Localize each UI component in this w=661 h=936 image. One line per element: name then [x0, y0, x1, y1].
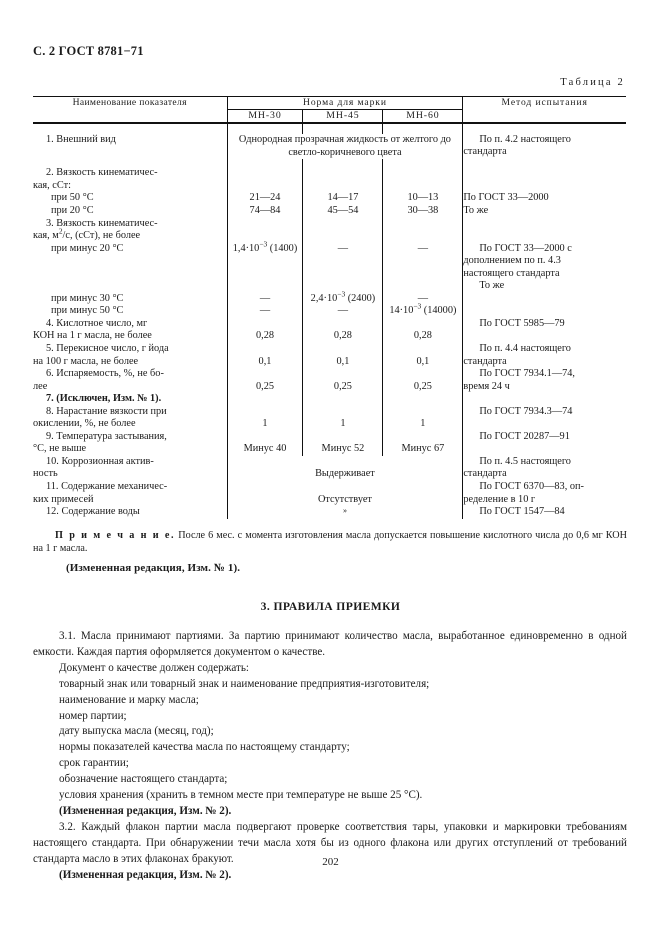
row-8-value-mn60: 1 [383, 406, 463, 431]
table-note [33, 529, 627, 555]
section-body [33, 629, 627, 884]
row-7-value-mn60 [383, 393, 463, 406]
row-12-name: 12. Содержание воды [33, 506, 227, 519]
row-7-method [463, 393, 626, 406]
row-8-value-mn30: 1 [227, 406, 303, 431]
row-4-method: По ГОСТ 5985—79 [463, 318, 626, 343]
table-row [33, 506, 626, 519]
row-9-method: По ГОСТ 20287—91 [463, 431, 626, 456]
list-item: срок гарантии; [59, 757, 129, 770]
amendment-note-2b: (Измененная редакция, Изм. № 2). [59, 868, 232, 881]
row-3-method: По ГОСТ 33—2000 с дополнением по п. 4.3 настоящего стандарта То же [463, 218, 626, 318]
row-8-value-mn45: 1 [303, 406, 383, 431]
paragraph-3-2: 3.2. Каждый флакон партии масла подвергают проверке соответствия тары, упаковки и маркировки требованиям настоящего стандарта. При обнаружении течи масла хотя бы из одного флакона или других отступлений от требований стандарта масло в этих флаконах бракуют. [33, 820, 627, 865]
row-9-value-mn45: Минус 52 [303, 431, 383, 456]
header-col-name: Наименование показателя [33, 97, 227, 122]
row-3-values-mn45 [303, 218, 383, 318]
table-header-row-1 [33, 97, 626, 110]
row-1-merged-value: Однородная прозрачная жидкость от желтого до светло-коричневого цвета [238, 133, 451, 158]
v-45-m30: $2,4\cdot 10^{-3}$ (2400) [310, 289, 376, 304]
row-12-method: По ГОСТ 1547—84 [463, 506, 626, 519]
row-8-method: По ГОСТ 7934.3—74 [463, 406, 626, 431]
v-30-m30: — [259, 292, 271, 304]
note-paragraph [33, 529, 627, 555]
list-item: условия хранения (хранить в темном месте при температуре не выше 25 °С). [59, 789, 423, 802]
row-11-name: 11. Содержание механичес- ких примесей [33, 481, 227, 506]
paragraph-3-1: 3.1. Масла принимают партиями. За партию принимают количество масла, выработанное единовременно в одной емкости. Каждая партия оформляется документом о качестве. [33, 630, 627, 658]
row-1-name [33, 134, 227, 160]
v-30-m20: $1,4\cdot 10^{-3}$ (1400) [232, 239, 298, 254]
table-row [33, 167, 626, 217]
row-2-name: 2. Вязкость кинематичес- кая, сСт: при 50 °С при 20 °С [33, 167, 227, 217]
table-row [33, 481, 626, 506]
row-3-values-mn60 [383, 218, 463, 318]
header-brand-mn45: МН-45 [303, 109, 383, 121]
table-row [33, 134, 626, 160]
v-45-m20: — [337, 242, 349, 254]
row-5-name: 5. Перекисное число, г йода на 100 г масла, не более [33, 343, 227, 368]
table-row [33, 431, 626, 456]
row-3-name: 3. Вязкость кинематичес- кая, $м^2/с$, (сСт), не более при минус 20 °С при минус 30 °С при минус 50 °С [33, 218, 227, 318]
row-6-method: По ГОСТ 7934.1—74, время 24 ч [463, 368, 626, 393]
row-8-name: 8. Нарастание вязкости при окислении, %, не более [33, 406, 227, 431]
table-row [33, 393, 626, 406]
row-10-method: По п. 4.5 настоящего стандарта [463, 456, 626, 481]
running-head: С. 2 ГОСТ 8781−71 [33, 44, 144, 58]
row-12-merged-value: » [342, 506, 347, 516]
row-5-value-mn30: 0,1 [227, 343, 303, 368]
list-item: товарный знак или товарный знак и наименование предприятия-изготовителя; [59, 677, 430, 690]
row-1-name-line-1: 1. Внешний вид [46, 133, 116, 145]
row-5-method: По п. 4.4 настоящего стандарта [463, 343, 626, 368]
list-item: обозначение настоящего стандарта; [59, 773, 228, 786]
row-10-merged-value: Выдерживает [315, 468, 375, 480]
v-60-m30: — [417, 292, 429, 304]
row-10-name: 10. Коррозионная актив- ность [33, 456, 227, 481]
row-6-value-mn60: 0,25 [383, 368, 463, 393]
header-brand-mn30: МН-30 [227, 109, 303, 121]
row-1-method: По п. 4.2 настоящего стандарта [463, 134, 626, 160]
row-7-name: 7. (Исключен, Изм. № 1). [33, 393, 227, 406]
v-30-m50: — [259, 305, 271, 317]
row-9-value-mn60: Минус 67 [383, 431, 463, 456]
row-6-value-mn30: 0,25 [227, 368, 303, 393]
row-2-values-mn45: 14—17 45—54 [303, 167, 383, 217]
row-2-method: По ГОСТ 33—2000 То же [463, 167, 626, 217]
row-7-value-mn45 [303, 393, 383, 406]
section-title: 3. ПРАВИЛА ПРИЕМКИ [260, 600, 401, 613]
specification-table-wrapper [33, 96, 626, 519]
table-row [33, 318, 626, 343]
v-45-m50: — [337, 305, 349, 317]
row-4-value-mn45: 0,28 [303, 318, 383, 343]
row-9-value-mn30: Минус 40 [227, 431, 303, 456]
table-row [33, 456, 626, 481]
spacer [33, 159, 626, 167]
row-11-method: По ГОСТ 6370—83, оп- ределение в 10 г [463, 481, 626, 506]
row-5-value-mn45: 0,1 [303, 343, 383, 368]
amendment-note-2a: (Измененная редакция, Изм. № 2). [59, 804, 232, 817]
row-7-value-mn30 [227, 393, 303, 406]
row-6-value-mn45: 0,25 [303, 368, 383, 393]
v-60-m50: $14\cdot 10^{-3}$ (14000) [389, 301, 457, 317]
row-11-merged-value: Отсутствует [317, 493, 372, 505]
specification-table [33, 96, 626, 519]
row-4-value-mn30: 0,28 [227, 318, 303, 343]
table-row [33, 406, 626, 431]
header-col-norma: Норма для марки [227, 97, 463, 110]
row-4-value-mn60: 0,28 [383, 318, 463, 343]
note-text: После 6 мес. с момента изготовления масла допускается повышение кислотного числа до 0,6 мг КОН на 1 г масла. [33, 530, 627, 555]
table-row [33, 218, 626, 318]
row-9-name: 9. Температура застывания, °С, не выше [33, 431, 227, 456]
table-row [33, 368, 626, 393]
header-brand-mn60: МН-60 [383, 109, 463, 121]
page-number: 202 [322, 856, 339, 868]
amendment-note-1: (Измененная редакция, Изм. № 1). [66, 562, 241, 574]
row-3-values-mn30 [227, 218, 303, 318]
list-item: номер партии; [59, 709, 127, 722]
table-row [33, 343, 626, 368]
row-2-values-mn60: 10—13 30—38 [383, 167, 463, 217]
header-col-method: Метод испытания [501, 97, 588, 108]
table-caption: Таблица 2 [560, 77, 625, 88]
spacer [33, 123, 626, 134]
row-3-name-line-2: кая, $м^2/с$, (сСт), не более [33, 226, 141, 242]
list-item: наименование и марку масла; [59, 693, 199, 706]
list-item: нормы показателей качества масла по настоящему стандарту; [59, 741, 350, 754]
row-5-value-mn60: 0,1 [383, 343, 463, 368]
note-lead: П р и м е ч а н и е. [55, 530, 176, 541]
list-item: дату выпуска масла (месяц, год); [59, 725, 214, 738]
paragraph-doc-intro: Документ о качестве должен содержать: [59, 661, 249, 674]
v-60-m20: — [417, 242, 429, 254]
row-6-name: 6. Испаряемость, %, не бо- лее [33, 368, 227, 393]
row-4-name: 4. Кислотное число, мг КОН на 1 г масла, не более [33, 318, 227, 343]
row-2-values-mn30: 21—24 74—84 [227, 167, 303, 217]
